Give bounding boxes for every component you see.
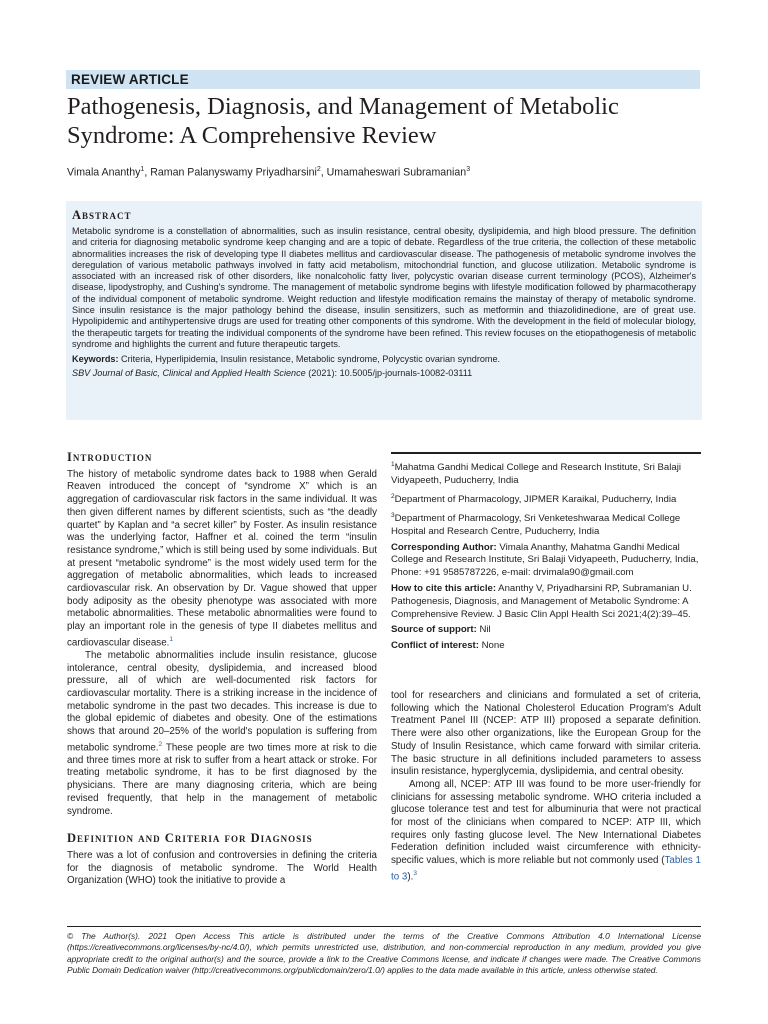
conflict-label: Conflict of interest: (391, 640, 479, 652)
definition-heading: Definition and Criteria for Diagnosis (67, 831, 313, 846)
introduction-heading: Introduction (67, 450, 153, 464)
conflict-text: None (478, 640, 505, 652)
affiliation-mark: 1 (391, 461, 395, 468)
support-label: Source of support: (391, 624, 477, 636)
affiliations-divider (391, 452, 701, 454)
journal-doi: (2021): 10.5005/jp-journals-10082-03111 (305, 368, 473, 379)
affiliation-3 (391, 510, 701, 539)
author-affiliation-mark: 3 (466, 166, 471, 173)
author-name: Vimala Ananthy (67, 166, 141, 179)
reference-link[interactable]: 2 (158, 740, 163, 748)
affiliation-text: Department of Pharmacology, Sri Venketeshwaraa Medical College Hospital and Research Centre, Puducherry, India (391, 512, 681, 537)
affiliation-2 (391, 491, 701, 507)
left-column (67, 451, 377, 888)
right-column (391, 690, 701, 884)
corresponding-label: Corresponding Author: (391, 541, 497, 553)
paragraph-text: The metabolic abnormalities include insulin resistance, glucose intolerance, central obesity, dyslipidemia, and increased blood pressure, all of which are well-documented risk factors for cardiovascular mortality. There is a striking increase in the incidence of metabolic syndrome in the past two decades. This increase is due to the global epidemic of diabetes and obesity. One of the estimations shows that around 20–25% of the world's population is suffering from metabolic syndrome. (67, 649, 377, 753)
affiliation-mark: 2 (391, 492, 395, 500)
keywords-line (72, 353, 696, 365)
definition-paragraph: There was a lot of confusion and controversies in defining the criteria for the diagnosis of metabolic syndrome. The World Health Organization (WHO) took the initiative to provide a (67, 849, 377, 887)
keywords-label: Keywords: (72, 354, 119, 365)
affiliation-mark: 3 (391, 511, 395, 519)
author-list (67, 163, 707, 180)
cite-label: How to cite this article: (391, 582, 497, 594)
reference-link[interactable]: 1 (169, 635, 173, 643)
journal-citation (72, 367, 696, 379)
author-name: Raman Palanyswamy Priyadharsini (150, 166, 317, 179)
paragraph-text: ). (407, 871, 414, 883)
license-footer: © The Author(s). 2021 Open Access This article is distributed under the terms of the Creative Commons Attribution 4.0 International License (https://creativecommons.org/licenses/by-nc/4.0/), which permits unrestricted use, distribution, and non-commercial reproduction in any medium, provided you give appropriate credit to the original author(s) and the source, provide a link to the Creative Commons license, and indicate if changes were made. The Creative Commons Public Domain Dedication waiver (http://creativecommons.org/publicdomain/zero/1.0/) applies to the data made available in this article, unless otherwise stated. (67, 926, 701, 977)
paragraph-text: Among all, NCEP: ATP III was found to be more user-friendly for clinicians for assessing metabolic syndrome. WHO criteria included a glucose tolerance test and test for albuminuria that were not practical for most of the clinicians when compared to NCEP: ATP III, which requires only fasting glucose level. The New International Diabetes Federation definition included waist circumference with ethnicity-specific values, which is more reliable but not commonly used ( (391, 778, 701, 867)
keywords-text: Criteria, Hyperlipidemia, Insulin resistance, Metabolic syndrome, Polycystic ovarian syndrome. (118, 354, 501, 365)
how-to-cite (391, 583, 701, 621)
author-affiliation-mark: 2 (316, 166, 321, 173)
article-title: Pathogenesis, Diagnosis, and Management of Metabolic Syndrome: A Comprehensive Review (67, 93, 619, 149)
affiliation-text: Department of Pharmacology, JIPMER Karaikal, Puducherry, India (394, 493, 677, 505)
support-text: Nil (476, 624, 491, 636)
introduction-paragraph (67, 469, 377, 650)
corresponding-author (391, 542, 701, 580)
source-of-support (391, 624, 701, 637)
reference-link[interactable]: 3 (413, 869, 417, 877)
abstract-box (66, 201, 702, 420)
definition-paragraph-continued: tool for researchers and clinicians and formulated a set of criteria, following which the National Cholesterol Education Program's Adult Treatment Panel III (NCEP: ATP III) proposed a separate definition. There were also other organizations, like the European Group for the Study of Insulin Resistance, which came forward with similar criteria. The basic structure in all definitions included parameters to assess insulin resistance, hyperglycemia, dyslipidemia, and central obesity. (391, 690, 701, 778)
affiliations-box (391, 452, 701, 656)
author-name: Umamaheswari Subramanian (326, 166, 467, 179)
author-separator: , (144, 166, 151, 179)
affiliation-1 (391, 459, 701, 488)
abstract-text: Metabolic syndrome is a constellation of abnormalities, such as insulin resistance, central obesity, dyslipidemia, and high blood pressure. The definition and criteria for diagnosing metabolic syndrome keep changing and are a topic of debate. Regardless of the true criteria, the collection of these metabolic abnormalities increases the risk of developing type II diabetes mellitus and cardiovascular disease. The pathogenesis of metabolic syndrome involves the deregulation of various metabolic pathways involved in fatty acid metabolism, mitochondrial function, and glucose utilization. Metabolic syndrome is associated with an increased risk of other disorders, like nonalcoholic fatty liver, polycystic ovarian disease current terminology (PCOS), Alzheimer's disease, lipodystrophy, and Cushing's syndrome. The management of metabolic syndrome begins with lifestyle modification followed by pharmacotherapy of the individual component of metabolic syndrome. Weight reduction and lifestyle modification remains the mainstay of therapy of metabolic syndrome. Since insulin resistance is the major pathology behind the disease, insulin sensitizers, such as metformin and thiazolidinedione, are of great use. Hypolipidemic and antihypertensive drugs are used for treating other components of this syndrome. With the development in the field of molecular biology, the therapeutic targets for treating the individual components of the syndrome have been refined. This review focuses on the etiopathogenesis of metabolic syndrome and highlights the current and future therapeutic targets. (72, 226, 696, 349)
paragraph-text: These people are two times more at risk to die and three times more at risk to suffer from a heart attack or stroke. For treating metabolic syndrome, it has to be first diagnosed by the physicians. There are many diagnosing criteria, which are being revised frequently, that help in the management of metabolic syndrome. (67, 742, 377, 817)
definition-paragraph (391, 779, 701, 884)
conflict-of-interest (391, 640, 701, 653)
cite-text: Ananthy V, Priyadharsini RP, Subramanian U. Pathogenesis, Diagnosis, and Management of Metabolic Syndrome: A Comprehensive Review. J Basic Clin Appl Health Sci 2021;4(2):39–45. (391, 582, 692, 620)
tables-link[interactable]: Tables 1 to 3 (391, 855, 701, 883)
paragraph-text: The history of metabolic syndrome dates back to 1988 when Gerald Reaven introduced the concept of “syndrome X” which is an aggregation of cardiovascular risk factors in the same individual. It was then given different names by different scientists, such as “the deadly quartet” by Kaplan and “a secret killer” by Foster. As insulin resistance was the underlying factor, Haffner et al. coined the term “insulin resistance syndrome,” which is still being used by some individuals. But at present “metabolic syndrome” is the most widely used term for the aggregation of metabolic abnormalities, which leads to increased cardiovascular risk. An observation by Dr. Vague showed that upper body adiposity as the obesity phenotype was associated with more metabolic abnormalities. These metabolic abnormalities were found to play an important role in the genesis of type II diabetes mellitus and cardiovascular disease. (67, 468, 377, 649)
abstract-heading: Abstract (72, 208, 132, 222)
journal-name: SBV Journal of Basic, Clinical and Applied Health Science (72, 368, 306, 379)
corresponding-text: Vimala Ananthy, Mahatma Gandhi Medical College and Research Institute, Sri Balaji Vidyapeeth, Puducherry, India, Phone: +91 9585787226, e-mail: drvimala90@gmail.com (391, 541, 699, 579)
article-type-banner: REVIEW ARTICLE (66, 70, 700, 89)
introduction-paragraph (67, 650, 377, 818)
affiliation-text: Mahatma Gandhi Medical College and Research Institute, Sri Balaji Vidyapeeth, Puducherry, India (391, 462, 681, 486)
author-separator: , (320, 166, 327, 179)
author-affiliation-mark: 1 (140, 166, 145, 173)
